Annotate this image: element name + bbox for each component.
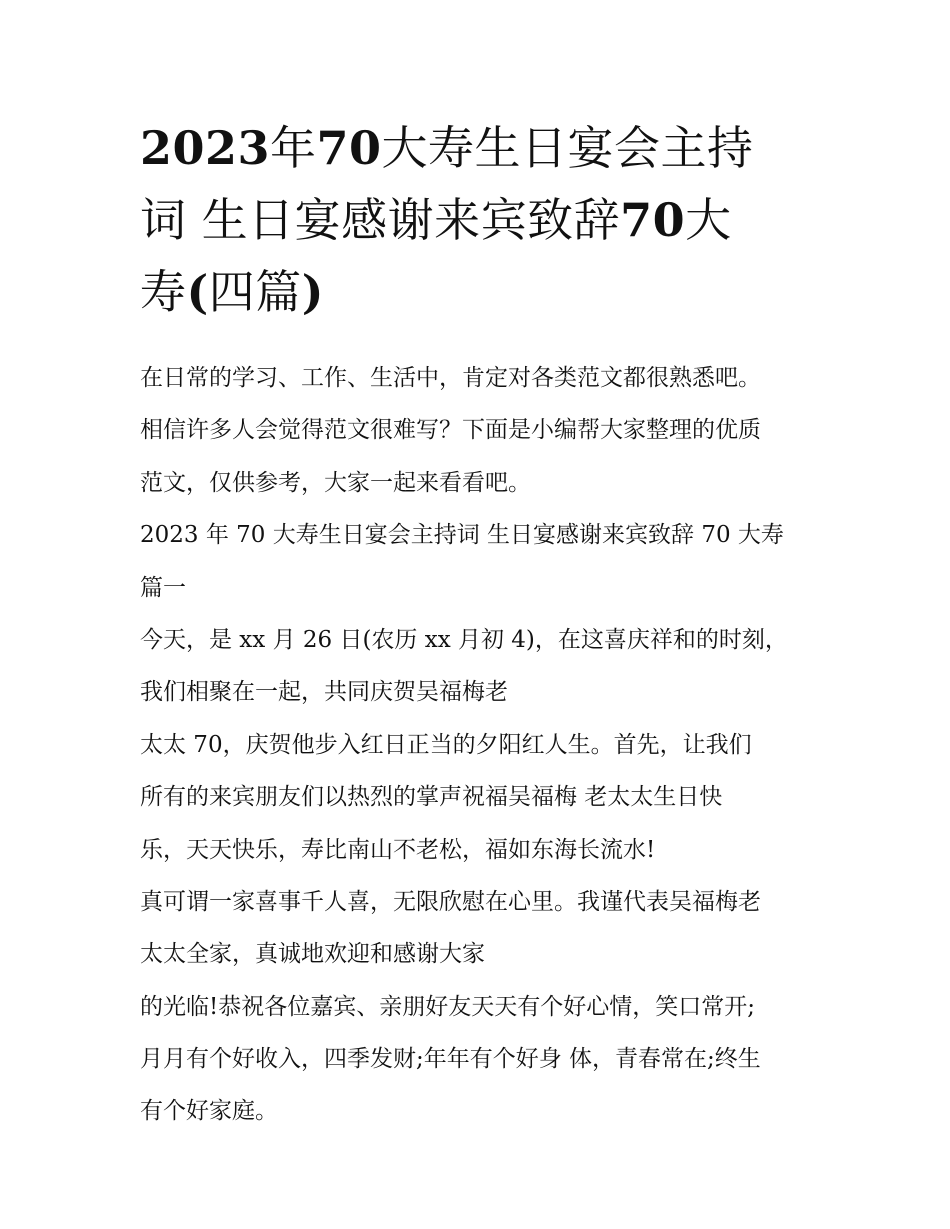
title-age: 70 — [316, 121, 382, 175]
body-line: 月月有个好收入，四季发财;年年有个好身 体，青春常在;终生 — [140, 1046, 761, 1073]
title-text: 词 生日宴感谢来宾致辞 — [140, 193, 621, 247]
title-text: 年 — [270, 121, 317, 175]
body-line: 相信许多人会觉得范文很难写？下面是小编帮大家整理的优质 — [140, 417, 761, 444]
section-heading: 2023 年 70 大寿生日宴会主持词 生日宴感谢来宾致辞 70 大寿 — [140, 522, 784, 549]
body-line: 今天，是 xx 月 26 日(农历 xx 月初 4)，在这喜庆祥和的时刻， — [140, 626, 788, 653]
document-title — [140, 112, 820, 328]
title-text: 大寿生日宴会主持 — [381, 121, 754, 175]
body-line: 太太 70，庆贺他步入红日正当的夕阳红人生。首先，让我们 — [140, 731, 752, 758]
section-heading: 篇一 — [140, 574, 186, 601]
body-line: 在日常的学习、工作、生活中，肯定对各类范文都很熟悉吧。 — [140, 365, 761, 391]
title-line-3 — [140, 256, 820, 328]
body-line: 有个好家庭。 — [140, 1098, 278, 1125]
title-paren-close: ) — [301, 265, 325, 319]
body-line: 的光临!恭祝各位嘉宾、亲朋好友天天有个好心情，笑口常开; — [140, 993, 755, 1020]
title-paren-open: ( — [186, 265, 209, 319]
body-line: 范文，仅供参考，大家一起来看看吧。 — [140, 469, 531, 496]
body-line: 乐，天天快乐，寿比南山不老松，福如东海长流水! — [140, 836, 656, 863]
title-line-2 — [140, 184, 820, 256]
title-text: 大 — [685, 193, 732, 247]
body-line: 太太全家，真诚地欢迎和感谢大家 — [140, 941, 485, 968]
title-year: 2023 — [140, 121, 271, 175]
title-text: 四篇 — [208, 265, 302, 319]
title-text: 寿 — [140, 265, 187, 319]
title-age: 70 — [620, 193, 686, 247]
title-line-1 — [140, 112, 820, 184]
document-body — [140, 352, 830, 1138]
body-line: 所有的来宾朋友们以热烈的掌声祝福吴福梅 老太太生日快 — [140, 784, 723, 811]
body-line: 真可谓一家喜事千人喜，无限欣慰在心里。我谨代表吴福梅老 — [140, 888, 761, 915]
body-line: 我们相聚在一起，共同庆贺吴福梅老 — [140, 679, 508, 706]
